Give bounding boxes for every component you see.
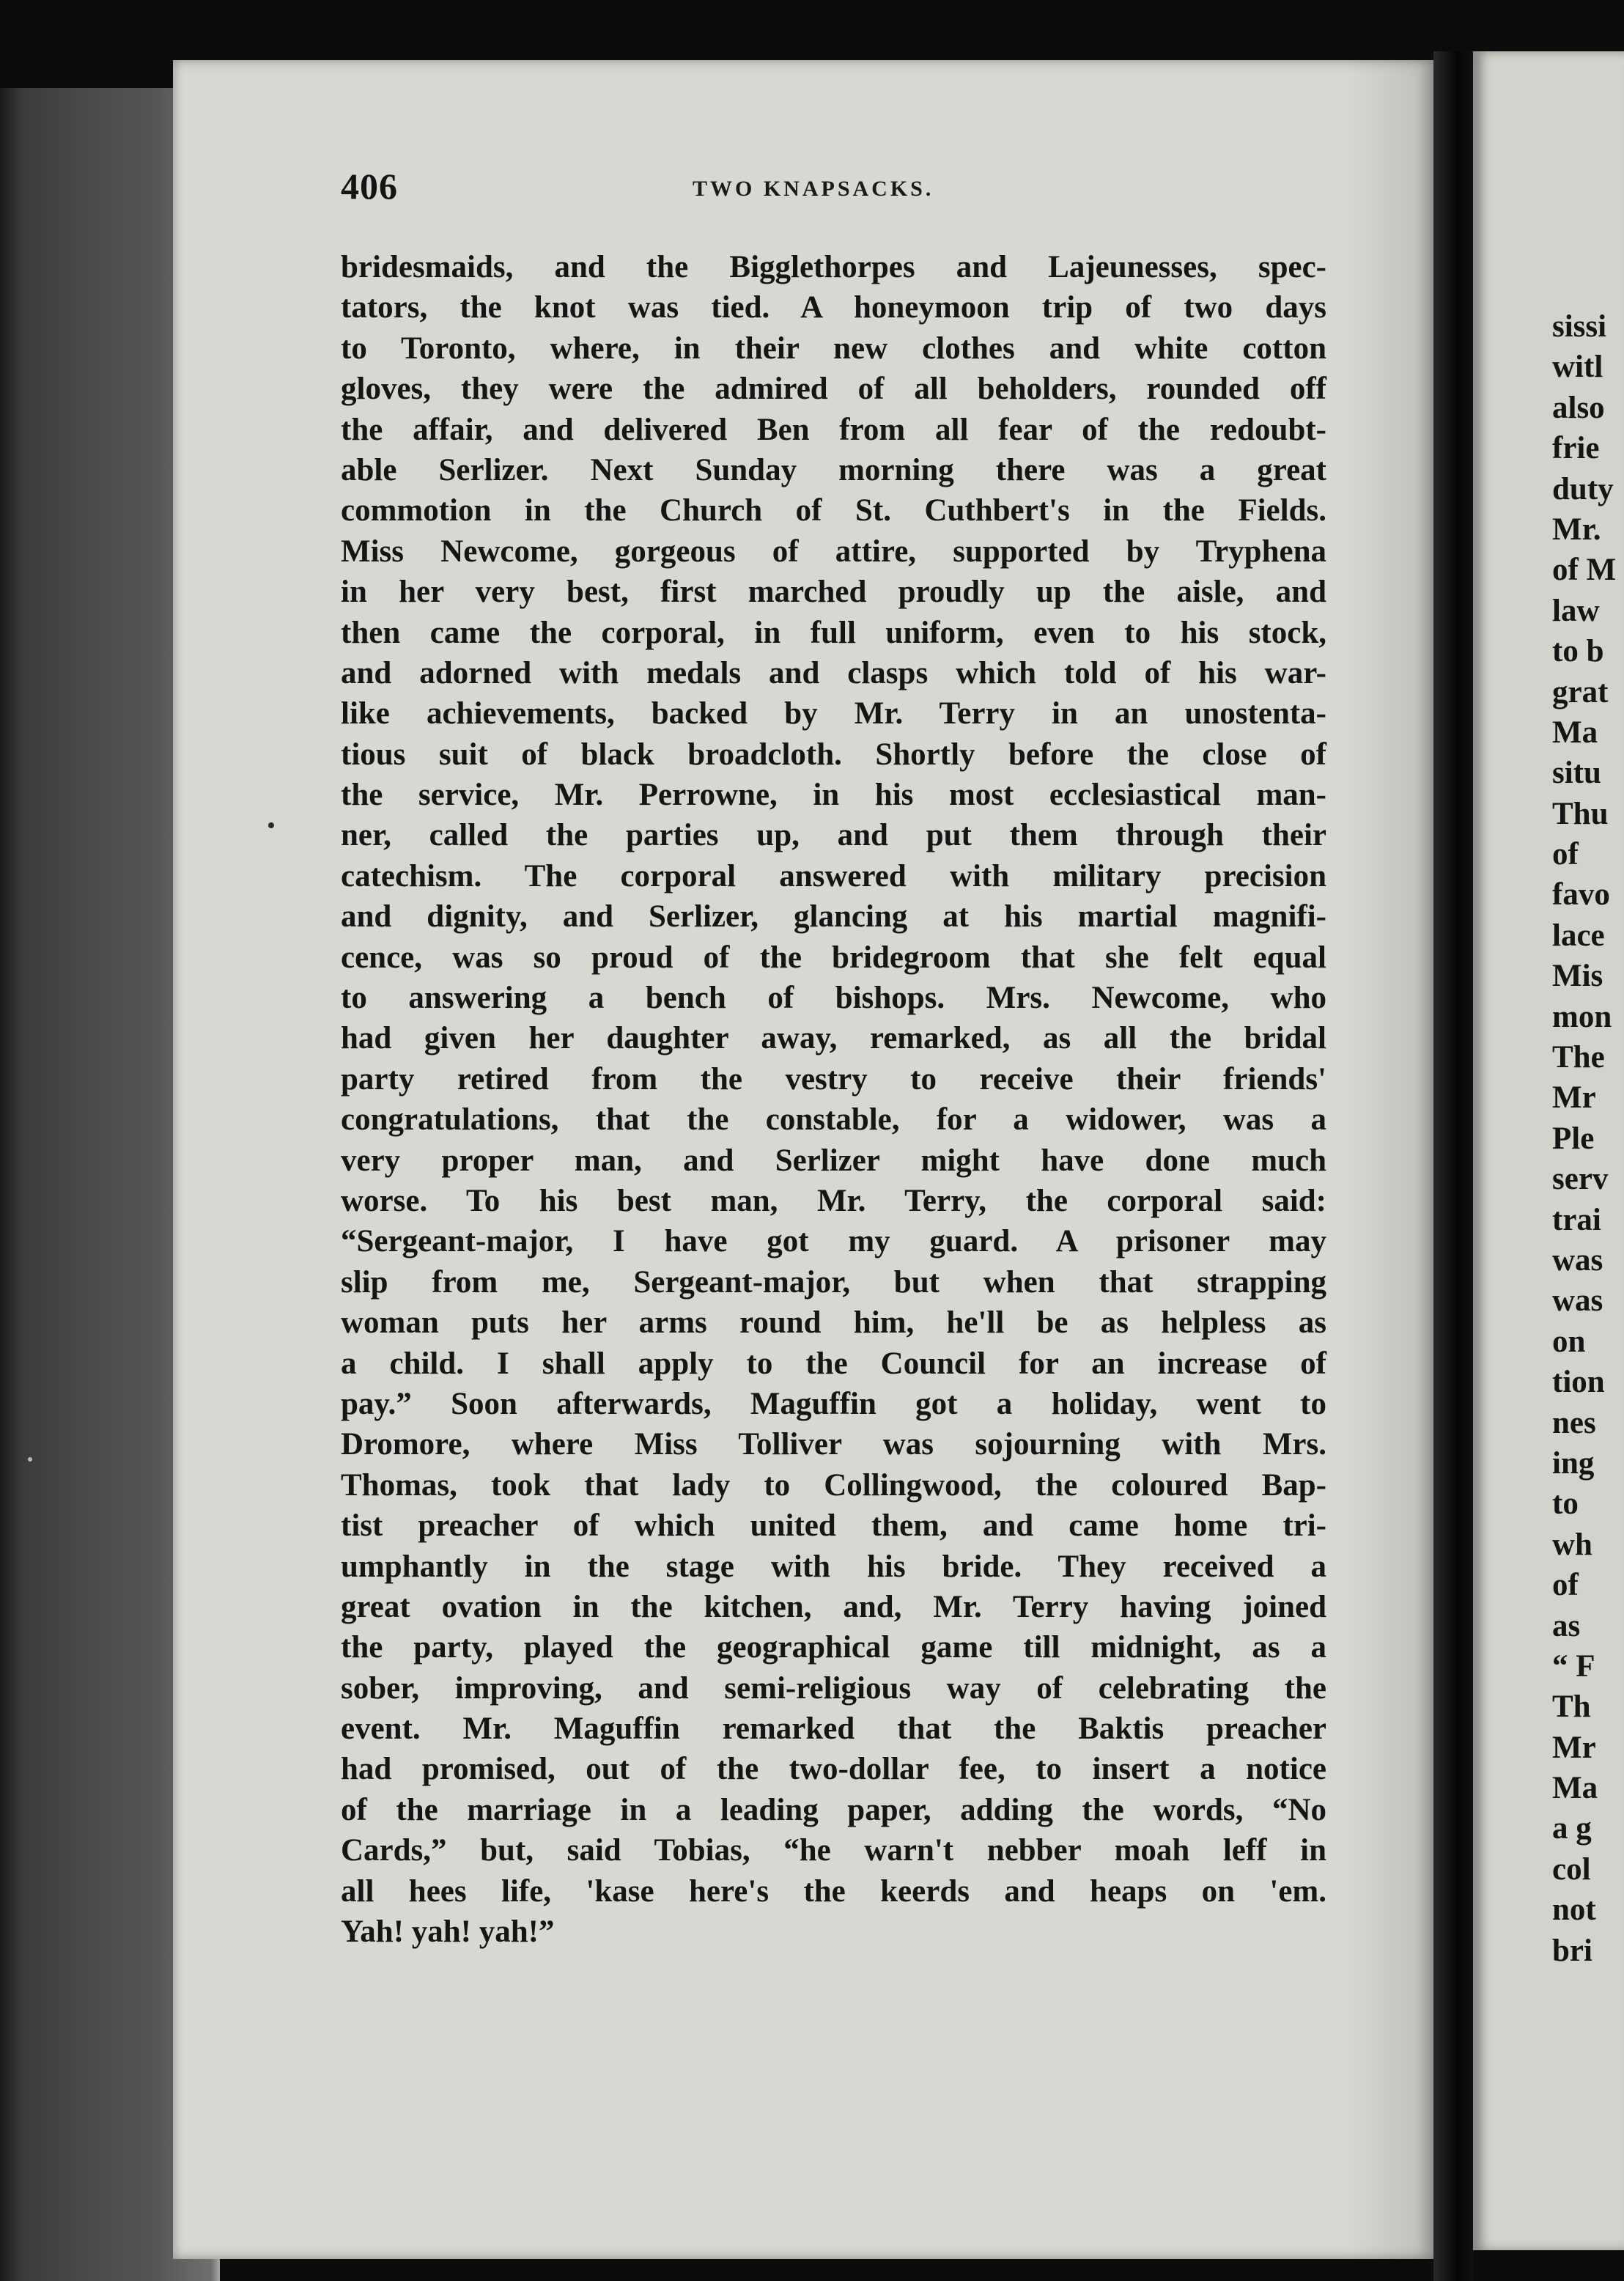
facing-page-fragment: of — [1552, 1568, 1579, 1603]
text-line: able Serlizer. Next Sunday morning there was a great — [341, 452, 1326, 487]
facing-page-fragment: favo — [1552, 877, 1610, 913]
facing-page-fragment: mon — [1552, 999, 1612, 1034]
facing-page-fragment: col — [1552, 1851, 1591, 1887]
text-line: the service, Mr. Perrowne, in his most ecclesiastical man- — [341, 778, 1326, 813]
facing-page-fragment: sissi — [1552, 309, 1607, 344]
page-curvature-shade — [1346, 60, 1433, 2259]
page-number: 406 — [341, 166, 398, 207]
facing-page-fragment: ing — [1552, 1445, 1595, 1481]
text-line: Thomas, took that lady to Collingwood, the coloured Bap- — [341, 1467, 1326, 1503]
text-line: had given her daughter away, remarked, as all the bridal — [341, 1021, 1326, 1056]
facing-page-fragment: situ — [1552, 756, 1601, 791]
page-header — [341, 165, 1352, 209]
facing-page-fragment: bri — [1552, 1933, 1592, 1968]
text-line: pay.” Soon afterwards, Maguffin got a holiday, went to — [341, 1386, 1326, 1421]
body-text — [341, 247, 1326, 1952]
text-line: Yah! yah! yah!” — [341, 1915, 555, 1950]
facing-page-fragment: also — [1552, 390, 1605, 425]
facing-page-fragment: Mr — [1552, 1730, 1596, 1765]
facing-page-fragment: witl — [1552, 350, 1603, 385]
text-line: catechism. The corporal answered with military precision — [341, 858, 1326, 893]
text-line: woman puts her arms round him, he'll be as helpless as — [341, 1305, 1326, 1341]
facing-page-fragment: nes — [1552, 1405, 1596, 1440]
facing-page-fragment: to — [1552, 1486, 1579, 1522]
text-line: of the marriage in a leading paper, adding the words, “No — [341, 1792, 1326, 1827]
text-line: and adorned with medals and clasps which told of his war- — [341, 655, 1326, 690]
print-speck — [268, 822, 274, 828]
facing-page-fragment: “ F — [1552, 1648, 1595, 1684]
text-line: cence, was so proud of the bridegroom that she felt equal — [341, 940, 1326, 975]
book-gutter — [1433, 51, 1473, 2281]
text-line: congratulations, that the constable, for a widower, was a — [341, 1102, 1326, 1138]
facing-page-fragment: was — [1552, 1242, 1603, 1278]
text-line: party retired from the vestry to receive their friends' — [341, 1061, 1326, 1097]
text-line: sober, improving, and semi-religious way of celebrating the — [341, 1670, 1326, 1706]
text-line: a child. I shall apply to the Council for an increase of — [341, 1346, 1326, 1381]
text-line: Miss Newcome, gorgeous of attire, supported by Tryphena — [341, 534, 1326, 569]
text-line: tious suit of black broadcloth. Shortly before the close of — [341, 737, 1326, 772]
facing-page-fragment: grat — [1552, 674, 1609, 710]
text-line: tist preacher of which united them, and came home tri- — [341, 1508, 1326, 1544]
text-line: then came the corporal, in full uniform, even to his stock, — [341, 615, 1326, 650]
text-line: to Toronto, where, in their new clothes and white cotton — [341, 331, 1326, 366]
facing-page-fragment: on — [1552, 1324, 1586, 1359]
text-line: in her very best, first marched proudly up the aisle, and — [341, 575, 1326, 610]
facing-page-fragment: frie — [1552, 431, 1600, 466]
facing-page-fragment: as — [1552, 1608, 1581, 1643]
text-line: tators, the knot was tied. A honeymoon trip of two days — [341, 290, 1326, 325]
facing-page-fragment: law — [1552, 593, 1600, 628]
facing-page-text-fragments — [1552, 306, 1624, 1971]
facing-page-fragment: of M — [1552, 553, 1617, 588]
facing-page-fragment: a g — [1552, 1811, 1592, 1846]
text-line: umphantly in the stage with his bride. They received a — [341, 1549, 1326, 1584]
facing-page-fragment: The — [1552, 1040, 1605, 1075]
text-line: the party, played the geographical game till midnight, as a — [341, 1630, 1326, 1665]
facing-page-fragment: duty — [1552, 471, 1614, 506]
text-line: great ovation in the kitchen, and, Mr. Terry having joined — [341, 1589, 1326, 1624]
text-line: all hees life, 'kase here's the keerds and heaps on 'em. — [341, 1873, 1326, 1909]
text-line: the affair, and delivered Ben from all fear of the redoubt- — [341, 412, 1326, 447]
facing-page-fragment: Thu — [1552, 796, 1609, 831]
facing-page-fragment: Ple — [1552, 1121, 1595, 1156]
facing-page-fragment: Ma — [1552, 715, 1598, 750]
text-line: very proper man, and Serlizer might have done much — [341, 1143, 1326, 1178]
facing-page-fragment: was — [1552, 1283, 1603, 1319]
facing-page-fragment: to b — [1552, 634, 1604, 669]
facing-page-fragment: Mis — [1552, 959, 1603, 994]
facing-page-fragment: trai — [1552, 1202, 1601, 1237]
text-line: event. Mr. Maguffin remarked that the Baktis preacher — [341, 1711, 1326, 1747]
print-speck — [28, 1457, 32, 1462]
text-line: commotion in the Church of St. Cuthbert's in the Fields. — [341, 493, 1326, 528]
text-line: to answering a bench of bishops. Mrs. Newcome, who — [341, 981, 1326, 1016]
facing-page-fragment: not — [1552, 1893, 1596, 1928]
text-line: like achievements, backed by Mr. Terry in an unostenta- — [341, 696, 1326, 732]
facing-page-fragment: Ma — [1552, 1771, 1598, 1806]
facing-page-fragment: lace — [1552, 918, 1605, 953]
text-line: Dromore, where Miss Tolliver was sojourning with Mrs. — [341, 1427, 1326, 1462]
text-line: had promised, out of the two-dollar fee, to insert a notice — [341, 1752, 1326, 1787]
text-line: slip from me, Sergeant-major, but when that strapping — [341, 1264, 1326, 1300]
facing-page-fragment: of — [1552, 837, 1579, 872]
text-line: gloves, they were the admired of all beholders, rounded off — [341, 372, 1326, 407]
facing-page-fragment: serv — [1552, 1162, 1609, 1197]
facing-page-fragment: Th — [1552, 1689, 1591, 1725]
facing-page-fragment: tion — [1552, 1365, 1605, 1400]
facing-page-fragment: Mr — [1552, 1080, 1596, 1116]
text-line: and dignity, and Serlizer, glancing at his martial magnifi- — [341, 899, 1326, 935]
text-line: Cards,” but, said Tobias, “he warn't nebber moah leff in — [341, 1833, 1326, 1868]
facing-page-fragment: wh — [1552, 1527, 1592, 1562]
running-head: TWO KNAPSACKS. — [693, 177, 934, 201]
facing-page-fragment: Mr. — [1552, 512, 1601, 547]
text-line: worse. To his best man, Mr. Terry, the corporal said: — [341, 1183, 1326, 1218]
text-line: “Sergeant-major, I have got my guard. A prisoner may — [341, 1224, 1326, 1259]
text-line: bridesmaids, and the Bigglethorpes and Lajeunesses, spec- — [341, 250, 1326, 284]
text-line: ner, called the parties up, and put them through their — [341, 818, 1326, 853]
